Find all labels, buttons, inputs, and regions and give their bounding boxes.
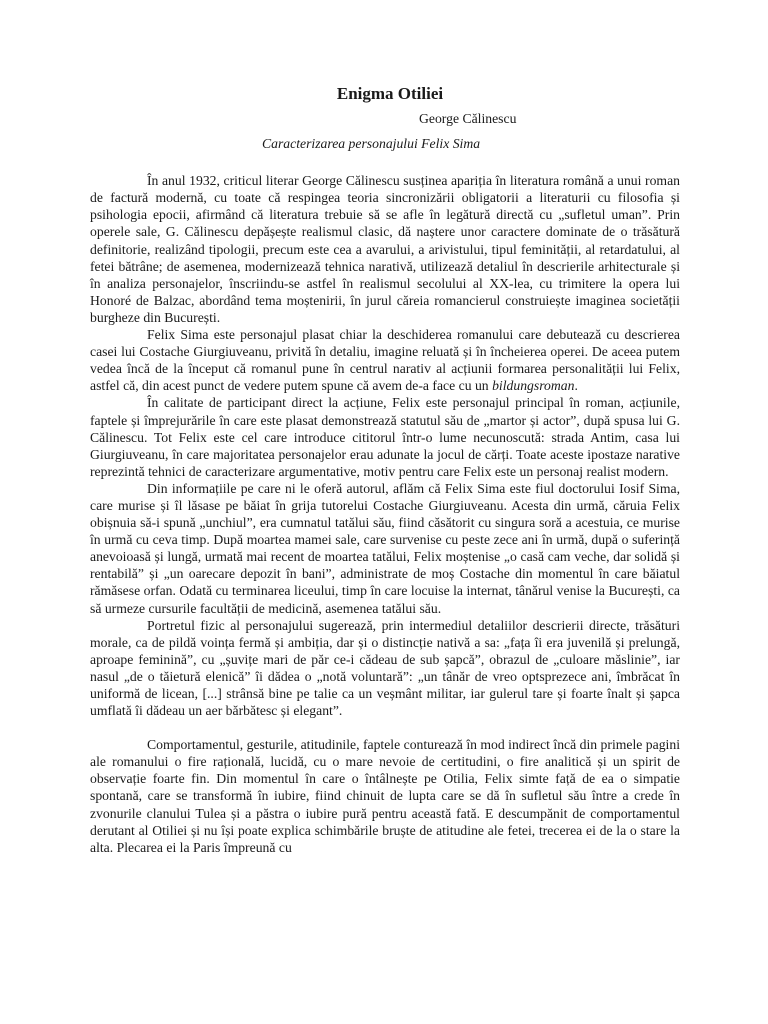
document-body <box>90 172 680 856</box>
paragraph-felix-opening-end: . <box>574 378 578 394</box>
paragraph-intro: În anul 1932, criticul literar George Călinescu susținea apariția în literatura română a unui roman de factură modernă, cu toate că respingea teoria sincronizării obligatorii a literaturii cu filosofia și psihologia epocii, afirmând că literatura trebuie să se afle în legătură directă cu „sufletul uman”. Prin operele sale, G. Călinescu depășește realismul clasic, dă naștere unor caractere dominate de o trăsătură definitorie, realizând tipologii, precum este cea a avarului, a arivistului, tipul feminității, al retardatului, al fetei bătrâne; de asemenea, modernizează tehnica narativă, utilizează detaliul în descrierile arhitecturale și în analiza personajelor, înscriindu-se astfel în realismul secolului al XX-lea, cu trimitere la opera lui Honoré de Balzac, abordând tema moștenirii, în jurul căreia romancierul construiește imaginea societății burgheze din București. <box>90 173 680 325</box>
document-title: Enigma Otiliei <box>336 84 444 103</box>
paragraph-participant: În calitate de participant direct la acțiune, Felix este personajul principal în roman, acțiunile, faptele și împrejurările în care este plasat demonstrează statutul său de „martor și actor”, după spusa lui G. Călinescu. Tot Felix este cel care introduce cititorul într-o lume necunoscută: strada Antim, casa lui Giurgiuveanu, în care majoritatea personajelor erau adunate la jocul de cărți. Toate aceste ipostaze narative reprezintă tehnici de caracterizare argumentative, motiv pentru care Felix este un personaj realist modern. <box>90 395 680 479</box>
paragraph-felix-opening-text: Felix Sima este personajul plasat chiar la deschiderea romanului care debutează cu descrierea casei lui Costache Giurgiuveanu, privită în detaliu, imagine reluată și în încheierea operei. De aceea putem vedea încă de la început că romanul pune în centrul narativ al acțiunii formarea personalității lui Felix, astfel că, din acest punct de vedere putem spune că avem de-a face cu un <box>90 327 680 394</box>
document-author: George Călinescu <box>419 111 517 126</box>
paragraph-background: Din informațiile pe care ni le oferă autorul, aflăm că Felix Sima este fiul doctorului Iosif Sima, care murise și îl lăsase pe băiat în grija tutorelui Costache Giurgiuveanu. Acesta din urmă, căruia Felix obișnuia să-i spună „unchiul”, era cumnatul tatălui său, fiind căsătorit cu singura soră a acestuia, ce murise în urmă cu ceva timp. După moartea mamei sale, care survenise cu peste zece ani în urmă, după o suferință anevoioasă și lungă, urmată mai recent de moartea tatălui, Felix moștenise „o casă cam veche, dar solidă și rentabilă” și „un oarecare depozit în bani”, administrate de moș Costache din momentul în care băiatul rămăsese orfan. Odată cu terminarea liceului, timp în care locuise la internat, tânărul venise la București, ca să urmeze cursurile facultății de medicină, asemenea tatălui său. <box>90 480 680 616</box>
document-subtitle: Caracterizarea personajului Felix Sima <box>262 136 481 152</box>
bildungsroman-term: bildungsroman <box>492 378 575 394</box>
paragraph-portrait: Portretul fizic al personajului sugerează, prin intermediul detaliilor descrierii directe, trăsături morale, ca de pildă voința fermă și ambiția, dar și o distincție nativă a sa: „fața îi era juvenilă și prelungă, aproape feminină”, cu „șuvițe mari de păr ce-i cădeau de sub șapcă”, obrazul de „culoare măslinie”, iar nasul „de o tăietură elenică” îi dădea o „notă voluntară”: „un tânăr de vreo optsprezece ani, îmbrăcat în uniformă de licean, [...] strânsă bine pe talie ca un veșmânt militar, iar gulerul tare și foarte înalt și șapca umflată îi dădeau un aer bărbătesc și elegant”. <box>90 617 680 719</box>
paragraph-felix-opening <box>90 326 680 394</box>
paragraph-behavior: Comportamentul, gesturile, atitudinile, faptele conturează în mod indirect încă din primele pagini ale romanului o fire rațională, lucidă, cu o mare nevoie de certitudini, o fire analitică și un spirit de observație foarte fin. Din momentul în care o întâlnește pe Otilia, Felix simte față de ea o simpatie spontană, care se transformă în iubire, fiind chinuit de lupta care se dă în sufletul său între a crede în zvonurile clanului Tulea și a păstra o iubire pură pentru această fată. E descumpănit de comportamentul derutant al Otiliei și nu își poate explica schimbările bruște de atitudine ale fetei, trecerea ei de la o stare la alta. Plecarea ei la Paris împreună cu <box>90 737 680 855</box>
